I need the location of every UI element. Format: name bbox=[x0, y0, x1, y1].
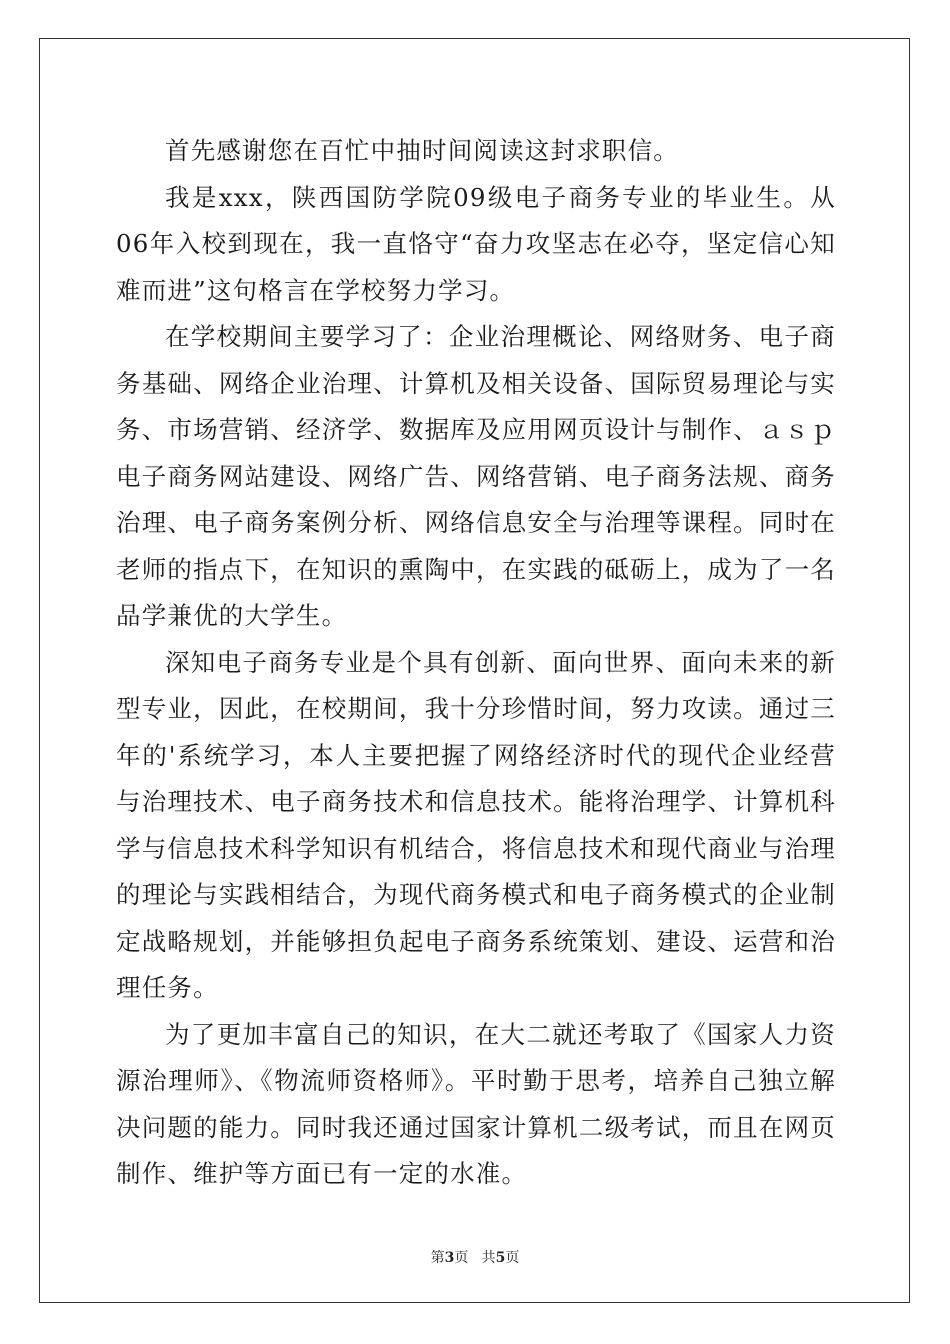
total-suffix: 页 bbox=[505, 1250, 520, 1266]
paragraph-certificates: 为了更加丰富自己的知识，在大二就还考取了《国家人力资源治理师》、《物流师资格师》。平时勤于思考，培养自己独立解决问题的能力。同时我还通过国家计算机二级考试，而且在网页制作、维护等方面已有一定的水准。 bbox=[116, 1019, 836, 1188]
total-prefix: 共 bbox=[481, 1250, 496, 1266]
page-suffix: 页 bbox=[454, 1250, 469, 1266]
letter-body bbox=[116, 128, 836, 1198]
current-page-number: 3 bbox=[444, 1250, 455, 1266]
page-footer bbox=[0, 1247, 950, 1267]
paragraph-major: 深知电子商务专业是个具有创新、面向世界、面向未来的新型专业，因此，在校期间，我十分珍惜时间，努力攻读。通过三年的'系统学习，本人主要把握了网络经济时代的现代企业经营与治理技术、电子商务技术和信息技术。能将治理学、计算机科学与信息技术科学知识有机结合，将信息技术和现代商业与治理的理论与实践相结合，为现代商务模式和电子商务模式的企业制定战略规划，并能够担负起电子商务系统策划、建设、运营和治理任务。 bbox=[116, 647, 836, 1002]
paragraph-courses: 在学校期间主要学习了：企业治理概论、网络财务、电子商务基础、网络企业治理、计算机及相关设备、国际贸易理论与实务、市场营销、经济学、数据库及应用网页设计与制作、ａｓｐ电子商务网站建设、网络广告、网络营销、电子商务法规、商务治理、电子商务案例分析、网络信息安全与治理等课程。同时在老师的指点下，在知识的熏陶中，在实践的砥砺上，成为了一名品学兼优的大学生。 bbox=[116, 322, 836, 630]
paragraph-opening: 首先感谢您在百忙中抽时间阅读这封求职信。 bbox=[165, 136, 679, 165]
page-prefix: 第 bbox=[430, 1250, 445, 1266]
paragraph-introduction: 我是xxx，陕西国防学院09级电子商务专业的毕业生。从06年入校到现在，我一直恪守“奋力攻坚志在必夺，坚定信心知难而进”这句格言在学校努力学习。 bbox=[116, 182, 836, 305]
total-page-count: 5 bbox=[495, 1250, 506, 1266]
